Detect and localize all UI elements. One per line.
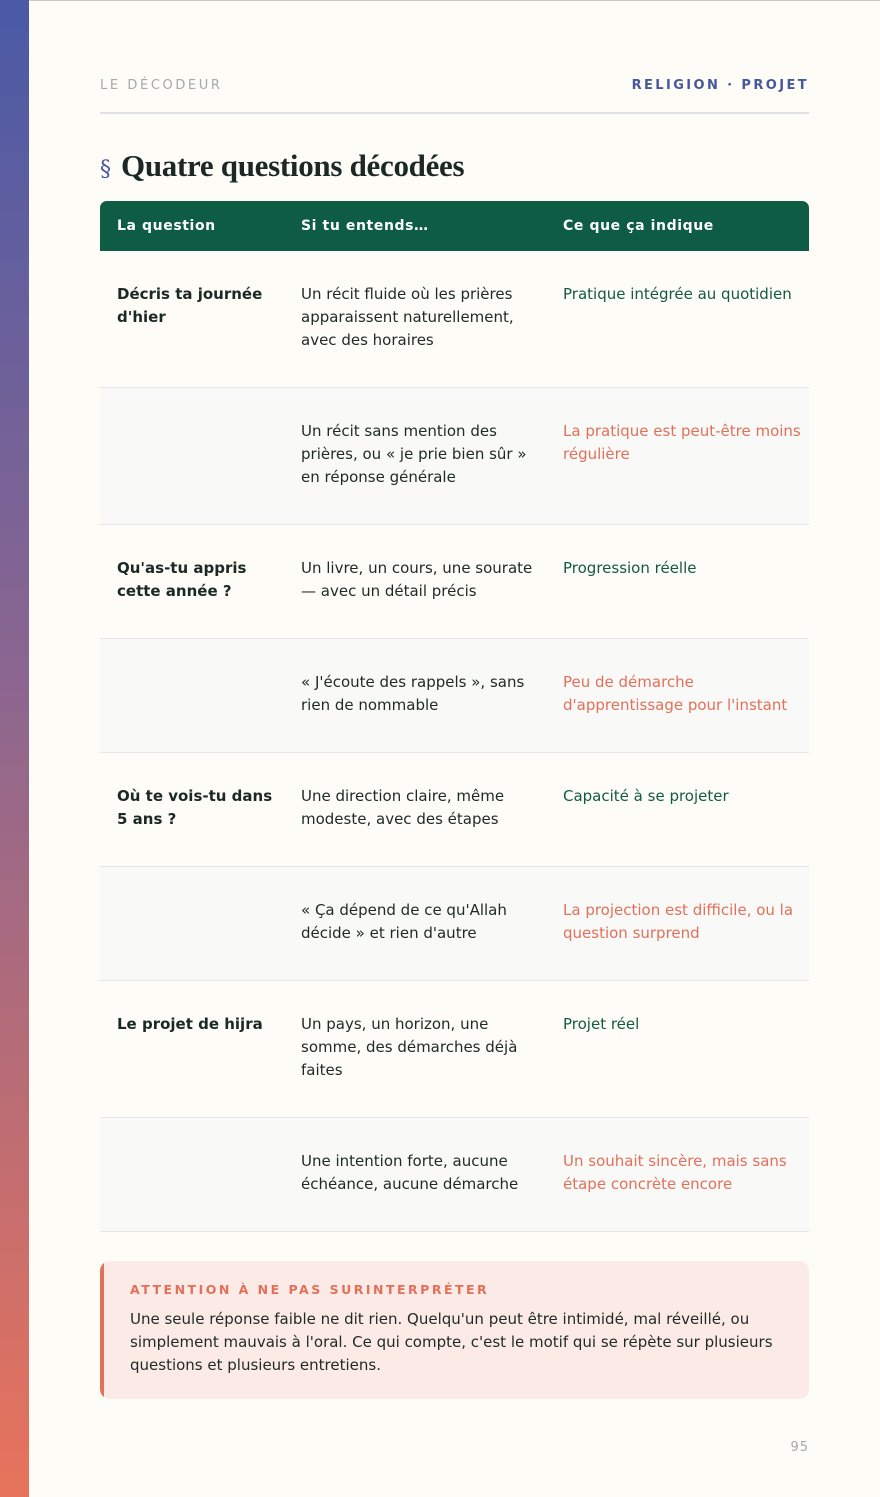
header-divider — [100, 112, 809, 114]
running-header — [100, 76, 809, 96]
table-row — [100, 1118, 809, 1232]
hear-cell: « Ça dépend de ce qu'Allah décide » et rien d'autre — [301, 901, 507, 942]
table-row — [100, 867, 809, 981]
meaning-cell-positive: Pratique intégrée au quotidien — [563, 285, 792, 303]
section-mark-icon: § — [100, 156, 111, 182]
warning-callout — [100, 1261, 809, 1399]
section-heading — [100, 144, 464, 188]
decoding-table — [100, 201, 809, 1232]
hear-cell: Un récit fluide où les prières apparaissent naturellement, avec des horaires — [301, 285, 514, 349]
callout-title: ATTENTION À NE PAS SURINTERPRÉTER — [130, 1282, 490, 1297]
hear-cell: Un livre, un cours, une sourate — avec un détail précis — [301, 559, 533, 600]
hear-cell: Une intention forte, aucune échéance, aucune démarche — [301, 1152, 519, 1193]
meaning-cell-warning: La pratique est peut-être moins régulière — [563, 422, 801, 463]
meaning-cell-warning: Un souhait sincère, mais sans étape concrète encore — [563, 1152, 787, 1193]
callout-text: Une seule réponse faible ne dit rien. Quelqu'un peut être intimidé, mal réveillé, ou simplement mauvais à l'oral. Ce qui compte, c'est le motif qui se répète sur plusieurs questions et plusieurs entretiens. — [130, 1310, 773, 1374]
hear-cell: Un pays, un horizon, une somme, des démarches déjà faites — [301, 1015, 518, 1079]
running-header-book-title: LE DÉCODEUR — [100, 78, 223, 93]
hear-cell: Un récit sans mention des prières, ou « je prie bien sûr » en réponse générale — [301, 422, 527, 486]
page-top-border — [29, 0, 880, 1]
table-row — [100, 251, 809, 388]
column-header-hear: Si tu entends… — [301, 218, 429, 234]
column-header-question: La question — [117, 218, 216, 234]
meaning-cell-warning: Peu de démarche d'apprentissage pour l'instant — [563, 673, 788, 714]
table-row — [100, 388, 809, 525]
page-number: 95 — [790, 1440, 809, 1455]
question-cell: Qu'as-tu appris cette année ? — [117, 559, 247, 600]
hear-cell: Une direction claire, même modeste, avec des étapes — [301, 787, 505, 828]
side-gradient-bar — [0, 0, 29, 1497]
hear-cell: « J'écoute des rappels », sans rien de nommable — [301, 673, 525, 714]
meaning-cell-positive: Capacité à se projeter — [563, 787, 729, 805]
question-cell: Le projet de hijra — [117, 1015, 263, 1033]
table-row — [100, 525, 809, 639]
table-row — [100, 753, 809, 867]
question-cell: Décris ta journée d'hier — [117, 285, 263, 326]
meaning-cell-positive: Projet réel — [563, 1015, 640, 1033]
meaning-cell-warning: La projection est difficile, ou la question surprend — [563, 901, 794, 942]
running-header-chapter: RELIGION · PROJET — [631, 78, 809, 93]
callout-accent-bar — [100, 1261, 104, 1399]
table-header — [100, 201, 809, 251]
table-row — [100, 639, 809, 753]
meaning-cell-positive: Progression réelle — [563, 559, 697, 577]
column-header-meaning: Ce que ça indique — [563, 218, 714, 234]
table-row — [100, 981, 809, 1118]
question-cell: Où te vois-tu dans 5 ans ? — [117, 787, 273, 828]
section-title: Quatre questions décodées — [121, 148, 465, 183]
